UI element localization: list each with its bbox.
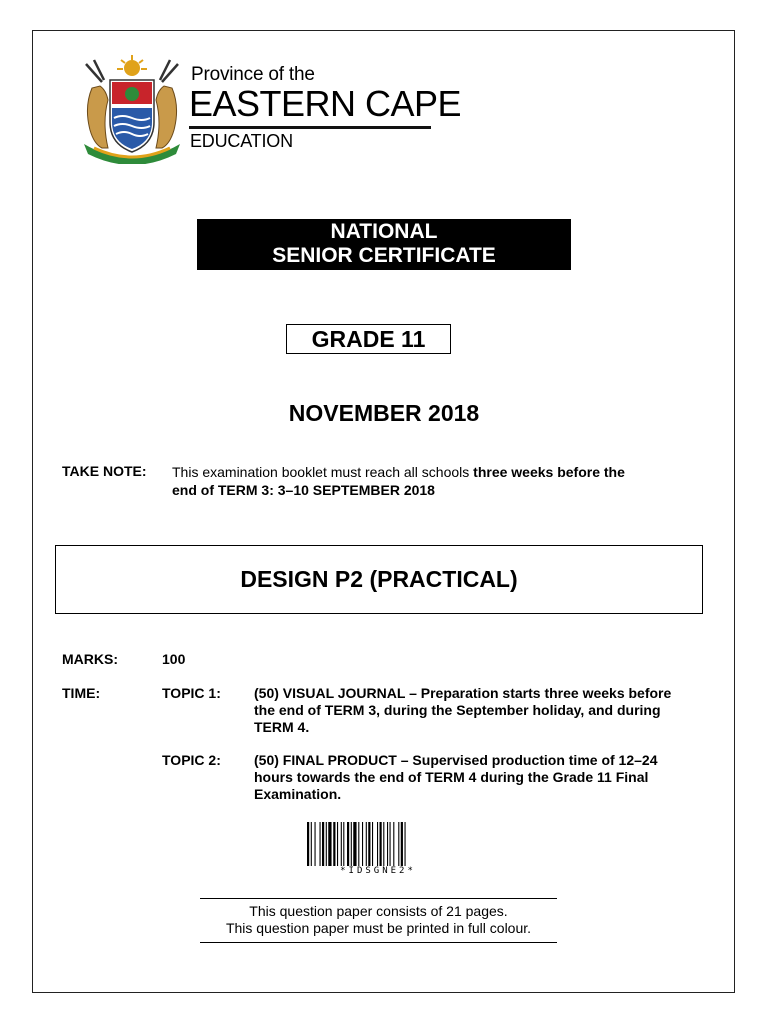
- footer-line-1: This question paper consists of 21 pages.: [249, 903, 508, 919]
- certificate-line1: NATIONAL: [330, 220, 438, 243]
- logo-education-text: EDUCATION: [190, 131, 293, 151]
- exam-date: NOVEMBER 2018: [288, 400, 480, 426]
- footer-rule-bottom: [200, 942, 557, 943]
- topic-1-label: TOPIC 1:: [162, 685, 221, 701]
- take-note-plain: This examination booklet must reach all schools: [172, 464, 474, 480]
- barcode-icon: [307, 822, 449, 870]
- logo-divider: [189, 126, 431, 129]
- take-note-bold-1: three weeks before the: [473, 464, 625, 480]
- marks-value: 100: [162, 651, 186, 667]
- barcode-text: *IDSGNE2*: [340, 866, 416, 876]
- footer-text: [200, 903, 557, 937]
- take-note-bold-2: end of TERM 3: 3–10 SEPTEMBER 2018: [172, 482, 435, 498]
- footer-line-2: This question paper must be printed in full colour.: [225, 920, 532, 936]
- eastern-cape-coat-of-arms-icon: [72, 52, 192, 164]
- topic-2-text: (50) FINAL PRODUCT – Supervised production time of 12–24 hours towards the end of TERM 4 during the Grade 11 Final Examination.: [254, 752, 658, 802]
- time-label: TIME:: [62, 685, 101, 701]
- topic-2-label: TOPIC 2:: [162, 752, 221, 768]
- grade-label: GRADE 11: [286, 324, 451, 354]
- logo-province-text: Province of the: [191, 64, 315, 85]
- marks-label: MARKS:: [62, 651, 118, 667]
- logo-eastern-cape-text: EASTERN CAPE: [189, 83, 462, 124]
- footer-rule-top: [200, 898, 557, 899]
- topic-1-text: (50) VISUAL JOURNAL – Preparation starts three weeks before the end of TERM 3, during the September holiday, and during TERM 4.: [254, 685, 672, 735]
- certificate-line2: SENIOR CERTIFICATE: [272, 244, 496, 267]
- take-note-text: [172, 463, 692, 499]
- take-note-label: TAKE NOTE:: [62, 463, 147, 479]
- subject-title: DESIGN P2 (PRACTICAL): [55, 545, 703, 614]
- certificate-banner: [197, 219, 571, 270]
